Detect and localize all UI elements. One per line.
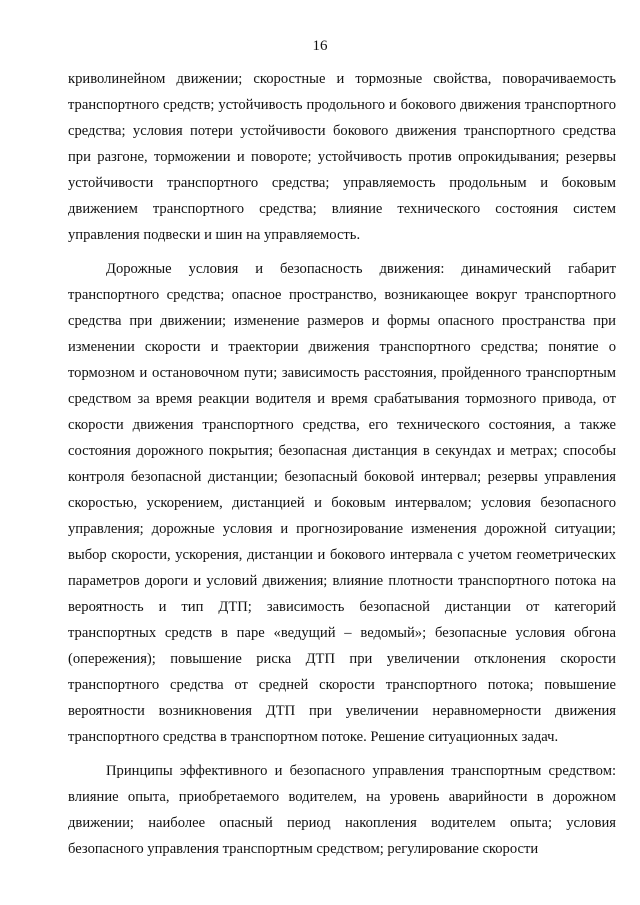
paragraph-road-conditions: Дорожные условия и безопасность движения: динамический габарит транспортного средства; опасное пространство, возникающее вокруг транспортного средства при движении; изменение размеров и формы опасного пространства при изменении скорости и траектории движения транспортного средства; понятие о тормозном и остановочном пути; зависимость расстояния, пройденного транспортным средством за время реакции водителя и время срабатывания тормозного привода, от скорости движения транспортного средства, его технического состояния, а также состояния дорожного покрытия; безопасная дистанция в секундах и метрах; способы контроля безопасной дистанции; безопасный боковой интервал; резервы управления скоростью, ускорением, дистанцией и боковым интервалом; условия безопасного управления; дорожные условия и прогнозирование изменения дорожной ситуации; выбор скорости, ускорения, дистанции и бокового интервала с учетом геометрических параметров дороги и условий движения; влияние плотности транспортного потока на вероятность и тип ДТП; зависимость безопасной дистанции от категорий транспортных средств в паре «ведущий – ведомый»; безопасные условия обгона (опережения); повышение риска ДТП при увеличении отклонения скорости транспортного средства от средней скорости транспортного потока; повышение вероятности возникновения ДТП при увеличении неравномерности движения транспортного средства в транспортном потоке. Решение ситуационных задач. xyxy=(68,261,616,745)
document-body xyxy=(68,66,616,870)
page-number: 16 xyxy=(312,38,328,54)
paragraph-continuation: криволинейном движении; скоростные и тормозные свойства, поворачиваемость транспортного средств; устойчивость продольного и бокового движения транспортного средства; условия потери устойчивости бокового движения транспортного средства при разгоне, торможении и повороте; устойчивость против опрокидывания; резервы устойчивости транспортного средства; управляемость продольным и боковым движением транспортного средства; влияние технического состояния систем управления подвески и шин на управляемость. xyxy=(68,71,616,243)
paragraph-safe-driving-principles: Принципы эффективного и безопасного управления транспортным средством: влияние опыта, приобретаемого водителем, на уровень аварийности в дорожном движении; наиболее опасный период накопления водителем опыта; условия безопасного управления транспортным средством; регулирование скорости xyxy=(68,763,616,857)
